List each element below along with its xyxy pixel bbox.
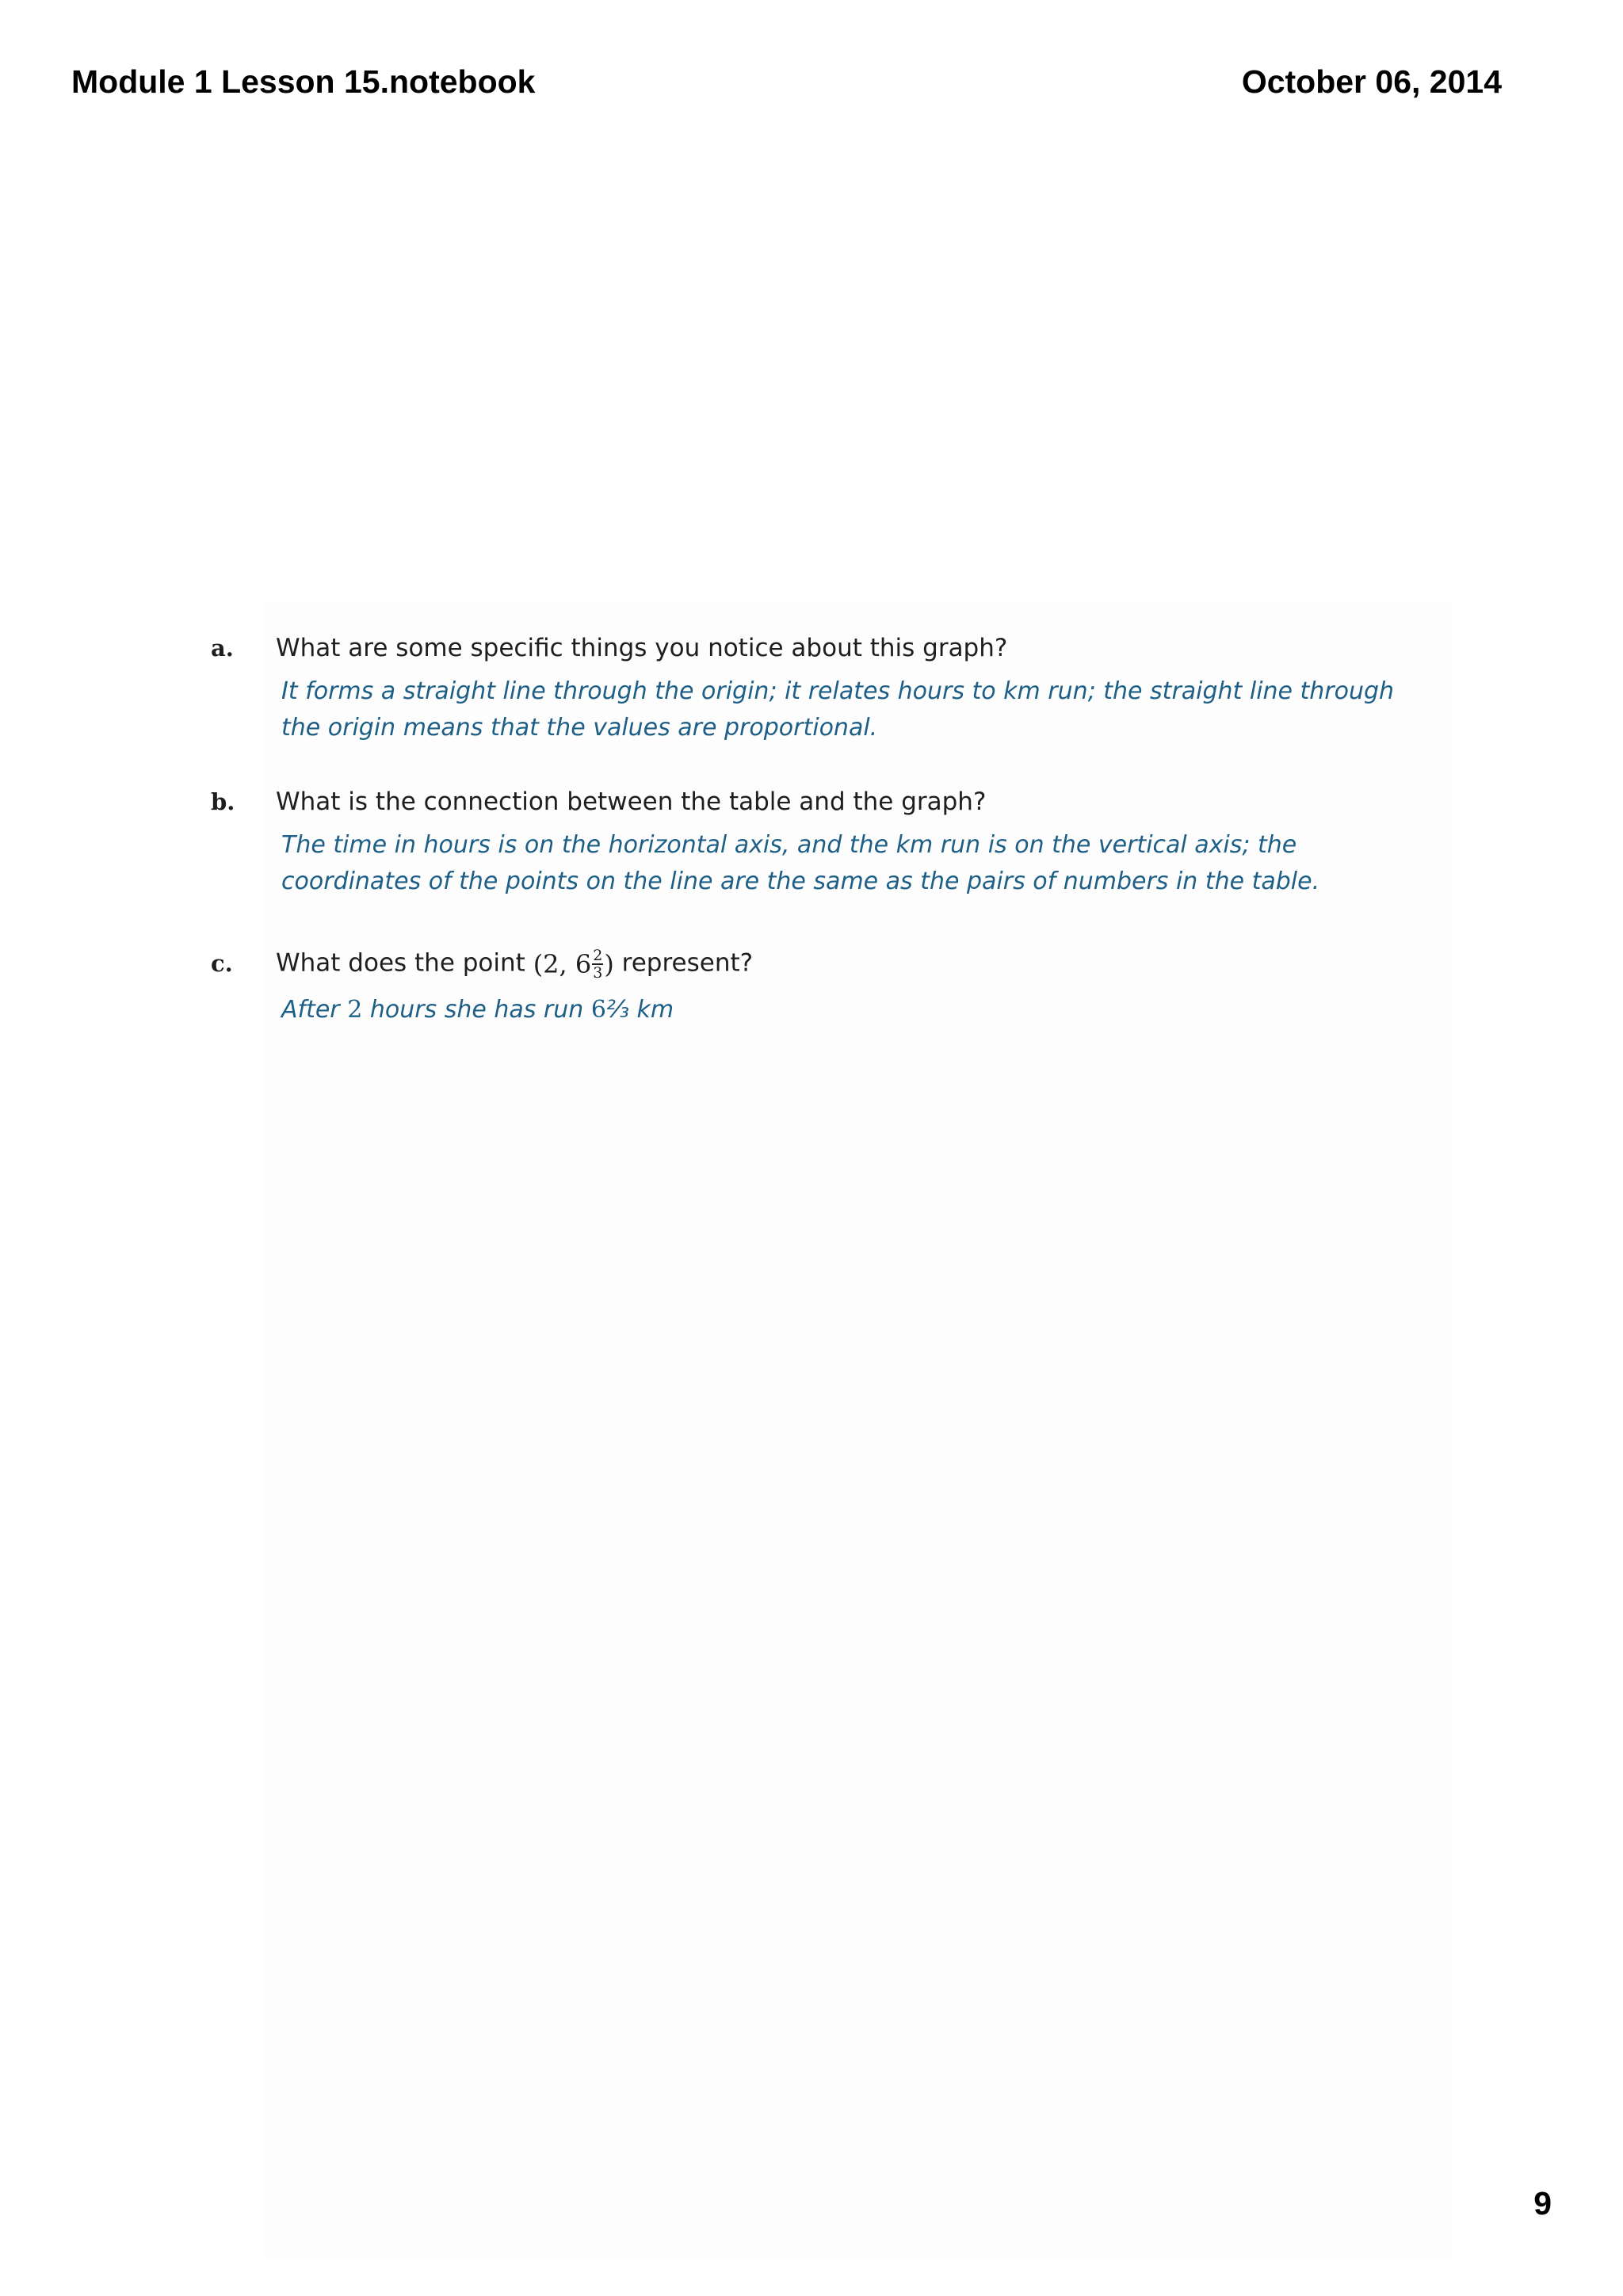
- notebook-title: Module 1 Lesson 15.notebook: [71, 63, 536, 100]
- question-suffix: represent?: [621, 948, 754, 978]
- point-fraction: [592, 948, 603, 981]
- point-open: (2, 6: [533, 949, 592, 979]
- page-number: 9: [1533, 2185, 1552, 2222]
- question-list: [211, 634, 1495, 1028]
- answer-text: It forms a straight line through the origin; it relates hours to km run; the straight line through the origin means that the values are proportional.: [281, 677, 1395, 742]
- question-prefix: What does the point: [276, 948, 525, 978]
- question-letter: b.: [211, 788, 235, 815]
- answer-km-fraction: ⅔: [605, 996, 629, 1024]
- point-close: ): [604, 949, 614, 979]
- answer-prefix: After: [281, 996, 340, 1024]
- question-item-c: [211, 948, 1495, 1028]
- coordinate-point: [533, 948, 614, 981]
- fraction-denominator: 3: [593, 964, 603, 982]
- answer-unit: km: [636, 996, 674, 1024]
- question-letter: c.: [211, 949, 233, 977]
- answer-text: The time in hours is on the horizontal axis, and the km run is on the vertical axis; the coordinates of the points on the line are the same as the pairs of numbers in the table.: [281, 831, 1320, 895]
- question-letter: a.: [211, 635, 234, 662]
- fraction-numerator: 2: [593, 947, 603, 964]
- question-text: [276, 948, 1495, 981]
- answer-km-value: 6: [590, 996, 606, 1024]
- answer-text: [281, 992, 1407, 1028]
- question-text: What are some specific things you notice about this graph?: [276, 634, 1008, 662]
- answer-hours: 2: [347, 996, 363, 1024]
- question-item-a: [211, 634, 1495, 746]
- question-text: What is the connection between the table and the graph?: [276, 788, 987, 816]
- question-item-b: [211, 788, 1495, 900]
- page-date: October 06, 2014: [1241, 63, 1502, 100]
- answer-middle: hours she has run: [369, 996, 584, 1024]
